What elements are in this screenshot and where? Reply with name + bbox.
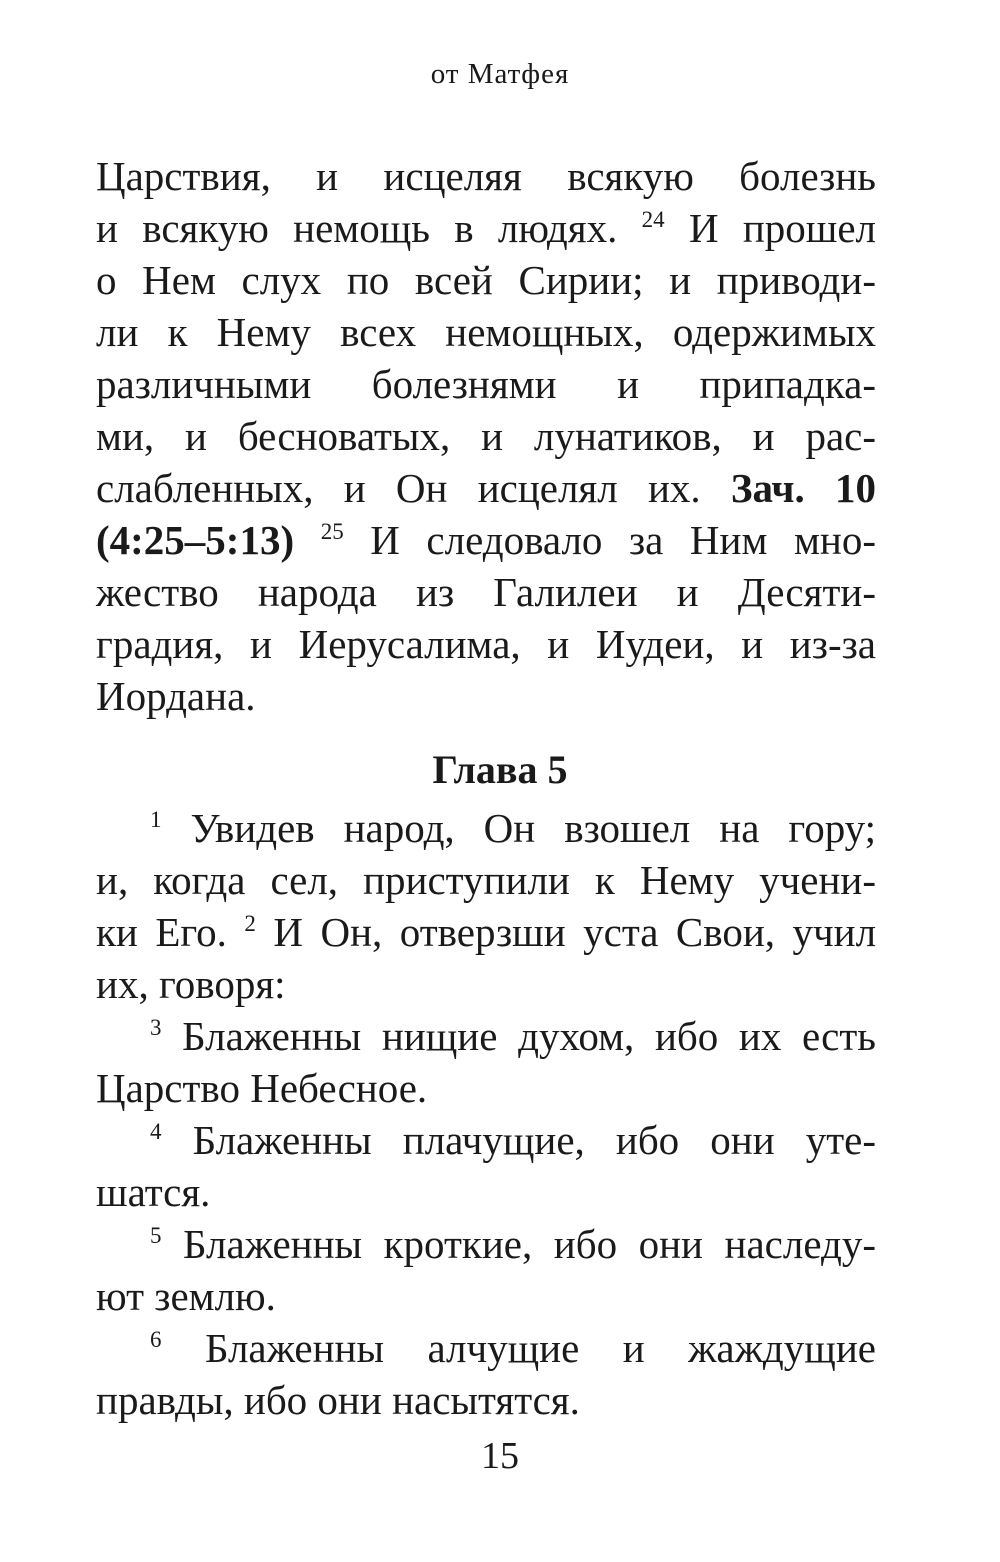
verse-number: 24 xyxy=(641,207,665,232)
text-line xyxy=(96,1010,876,1062)
text-span: И прошел xyxy=(688,205,877,251)
text-line: Царство Небесное. xyxy=(96,1065,428,1111)
chapter-heading: Глава 5 xyxy=(432,747,568,792)
text-line xyxy=(96,802,876,854)
text-line: их, говоря: xyxy=(96,961,286,1007)
verse-number: 2 xyxy=(244,911,256,936)
text-line: ли к Нему всех немощных, одержимых xyxy=(96,309,876,355)
page-number: 15 xyxy=(481,1435,519,1477)
text-line: о Нем слух по всей Сирии; и приводи- xyxy=(96,257,876,303)
verse-number: 4 xyxy=(150,1119,162,1144)
text-span: Блаженны плачущие, ибо они уте- xyxy=(192,1117,876,1163)
text-line xyxy=(96,514,876,566)
text-line: ют землю. xyxy=(96,1273,276,1319)
text-line: и, когда сел, приступили к Нему учени- xyxy=(96,857,876,903)
text-line xyxy=(96,906,876,958)
text-line: правды, ибо они насытятся. xyxy=(96,1377,580,1423)
text-line: ми, и бесноватых, и лунатиков, и рас- xyxy=(96,413,876,459)
text-line xyxy=(96,1218,876,1270)
text-line: Царствия, и исцеляя всякую болезнь xyxy=(96,153,876,199)
verse-number: 25 xyxy=(320,519,344,544)
text-line: жество народа из Галилеи и Десяти- xyxy=(96,569,876,615)
verse-number: 6 xyxy=(150,1327,162,1352)
text-line: градия, и Иерусалима, и Иудеи, и из-за xyxy=(96,621,876,667)
text-span: Увидев народ, Он взошел на гору; xyxy=(190,805,877,851)
text-span: Блаженны кроткие, ибо они наследу- xyxy=(183,1221,876,1267)
text-line xyxy=(96,1322,876,1374)
text-line: шатся. xyxy=(96,1169,211,1215)
verse-number: 3 xyxy=(150,1015,162,1040)
text-span: и всякую немощь в людях. xyxy=(96,205,618,251)
text-line xyxy=(96,202,876,254)
text-span: И Он, отверзши уста Свои, учил xyxy=(273,909,877,955)
text-block-chapter-5 xyxy=(96,802,876,1426)
text-block-continuation xyxy=(96,150,876,722)
text-span: Блаженны алчущие и жаждущие xyxy=(204,1325,877,1371)
reading-reference: (4:25–5:13) xyxy=(96,517,295,563)
running-head: от Матфея xyxy=(430,58,570,90)
text-span: ки Его. xyxy=(96,909,227,955)
text-span: И следовало за Ним мно- xyxy=(370,517,877,563)
verse-number: 1 xyxy=(150,807,162,832)
text-line: Иордана. xyxy=(96,673,256,719)
reading-marker: Зач. 10 xyxy=(730,465,877,511)
text-span: Блаженны нищие духом, ибо их есть xyxy=(182,1013,876,1059)
verse-number: 5 xyxy=(150,1223,162,1248)
text-line xyxy=(96,462,876,514)
text-line: различными болезнями и припадка- xyxy=(96,361,876,407)
text-span: слабленных, и Он исцелял их. xyxy=(96,465,701,511)
text-line xyxy=(96,1114,876,1166)
